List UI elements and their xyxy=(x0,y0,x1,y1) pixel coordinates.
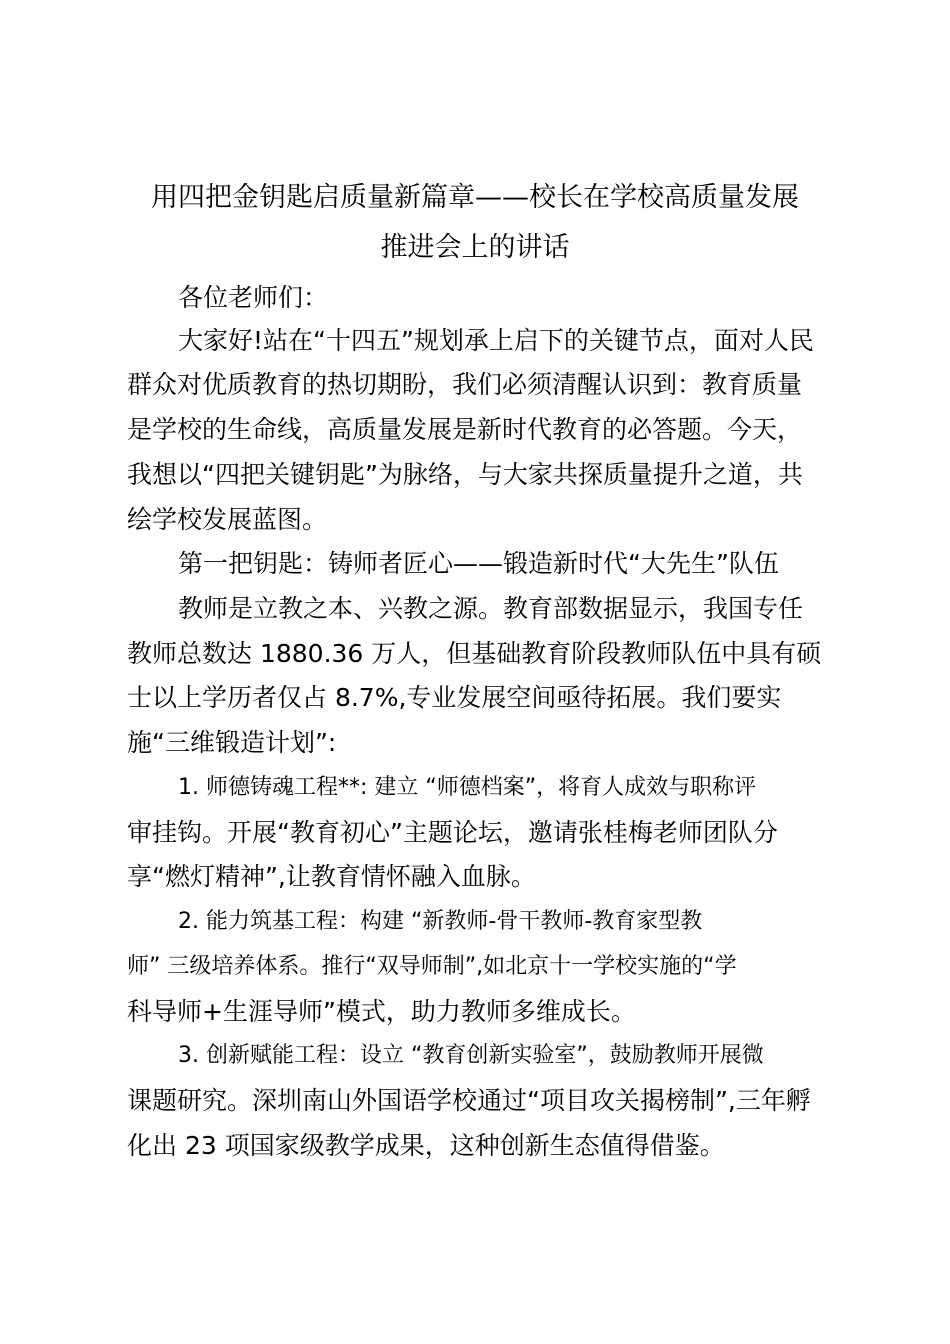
list-item-line: 审挂钩。开展“教育初心”主题论坛，邀请张桂梅老师团队分 xyxy=(127,818,778,847)
list-item-line: 科导师+生涯导师”模式，助力教师多维成长。 xyxy=(127,997,636,1026)
paragraph-line: 我想以“四把关键钥匙”为脉络，与大家共探质量提升之道，共 xyxy=(127,460,803,489)
list-item-line: 化出 23 项国家级教学成果，这种创新生态值得借鉴。 xyxy=(127,1131,725,1160)
greeting: 各位老师们： xyxy=(178,283,329,312)
list-item-line: 课题研究。深圳南山外国语学校通过“项目攻关揭榜制”,三年孵 xyxy=(127,1086,811,1115)
paragraph-line: 群众对优质教育的热切期盼，我们必须清醒认识到：教育质量 xyxy=(127,370,803,399)
paragraph-line: 是学校的生命线，高质量发展是新时代教育的必答题。今天， xyxy=(127,415,803,444)
paragraph-line: 教师总数达 1880.36 万人，但基础教育阶段教师队伍中具有硕 xyxy=(127,639,822,668)
title-line-1: 用四把金钥匙启质量新篇章——校长在学校高质量发展 xyxy=(151,182,799,213)
paragraph-line: 施“三维锻造计划”: xyxy=(127,728,337,757)
paragraph-line: 绘学校发展蓝图。 xyxy=(127,505,328,534)
section-heading: 第一把钥匙：铸师者匠心——锻造新时代“大先生”队伍 xyxy=(178,549,779,578)
list-item-line: 享“燃灯精神”,让教育情怀融入血脉。 xyxy=(127,862,536,891)
list-item-line: 2. 能力筑基工程：构建 “新教师-骨干教师-教育家型教 xyxy=(178,909,703,934)
list-item-line: 师” 三级培养体系。推行“双导师制”,如北京十一学校实施的“学 xyxy=(127,954,737,979)
list-item-line: 3. 创新赋能工程：设立 “教育创新实验室”，鼓励教师开展微 xyxy=(178,1043,764,1068)
list-item-line: 1. 师德铸魂工程**: 建立 “师德档案”，将育人成效与职称评 xyxy=(178,775,757,800)
paragraph-line: 大家好!站在“十四五”规划承上启下的关键节点，面对人民 xyxy=(178,326,814,355)
paragraph-line: 教师是立教之本、兴教之源。教育部数据显示，我国专任 xyxy=(178,594,804,623)
paragraph-line: 士以上学历者仅占 8.7%,专业发展空间亟待拓展。我们要实 xyxy=(127,683,782,712)
title-line-2: 推进会上的讲话 xyxy=(380,232,570,263)
